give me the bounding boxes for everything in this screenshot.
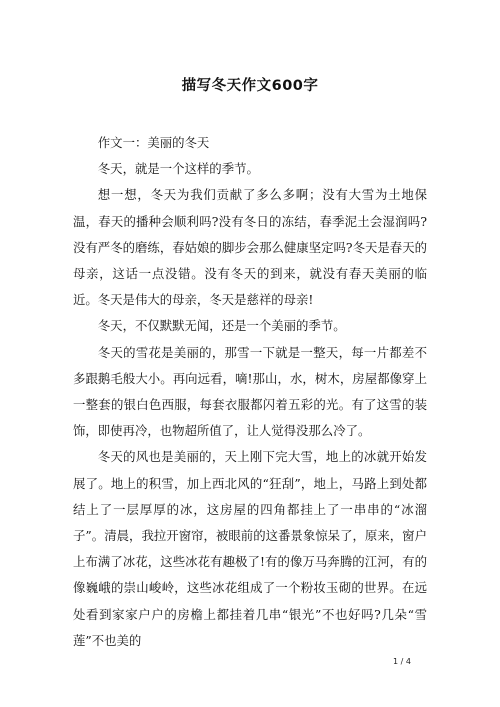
page-number: 1 / 4	[393, 657, 411, 666]
paragraph: 冬天的雪花是美丽的，那雪一下就是一整天，每一片都差不多跟鹅毛般大小。再向远看，嘀!那山，水，树木，房屋都像穿上一整套的银白色西服，每套衣服都闪着五彩的光。有了这雪的装饰，即使再冷，也物超所值了，让人觉得没那么冷了。	[73, 344, 427, 439]
paragraph: 冬天，不仅默默无闻，还是一个美丽的季节。	[97, 318, 346, 334]
document-body	[73, 130, 427, 654]
paragraph: 冬天，就是一个这样的季节。	[97, 161, 259, 177]
paragraph-heading: 作文一：美丽的冬天	[97, 135, 210, 150]
paragraph: 想一想，冬天为我们贡献了多么多啊；没有大雪为土地保温，春天的播种会顺利吗?没有冬日的冻结，春季泥土会湿润吗?没有严冬的磨练，春姑娘的脚步会那么健康坚定吗?冬天是春天的母亲，这话一点没错。没有冬天的到来，就没有春天美丽的临近。冬天是伟大的母亲，冬天是慈祥的母亲!	[73, 187, 427, 308]
paragraph: 冬天的风也是美丽的，天上刚下完大雪，地上的冰就开始发展了。地上的积雪，加上西北风的“狂刮”，地上，马路上到处都结上了一层厚厚的冰，这房屋的四角都挂上了一串串的“冰溜子”。清晨，我拉开窗帘，被眼前的这番景象惊呆了，原来，窗户上布满了冰花，这些冰花有趣极了!有的像万马奔腾的江河，有的像巍峨的崇山峻岭，这些冰花组成了一个粉妆玉砌的世界。在远处看到家家户户的房檐上都挂着几串“银光”不也好吗?几朵“雪莲”不也美的	[73, 449, 427, 648]
document-title: 描写冬天作文600字	[181, 78, 319, 94]
